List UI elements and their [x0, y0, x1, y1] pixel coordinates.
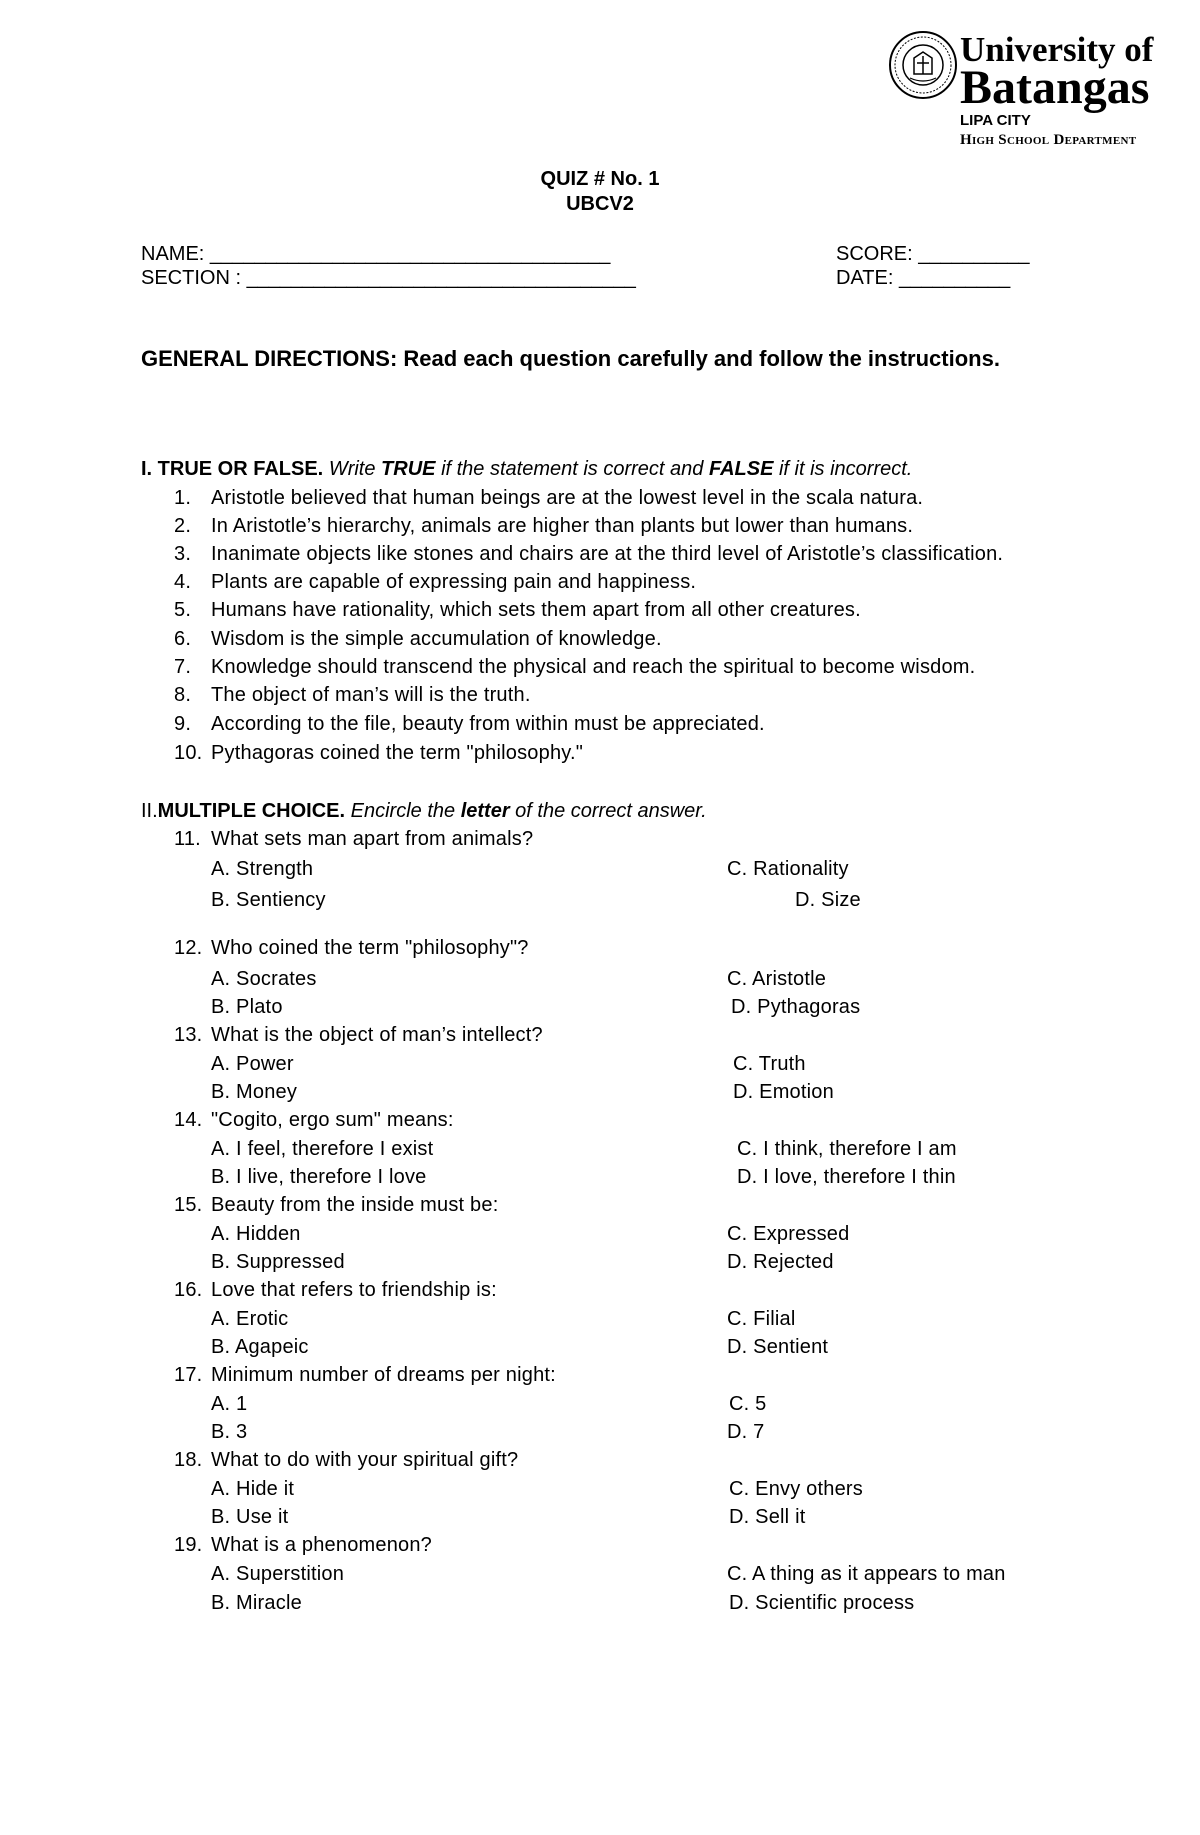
choice-c[interactable]: C. A thing as it appears to man — [727, 1563, 1006, 1585]
tf-item: 3. Inanimate objects like stones and chairs are at the third level of Aristotle’s classification. — [174, 543, 1004, 565]
choice-c[interactable]: C. Filial — [727, 1308, 796, 1330]
question: 15. Beauty from the inside must be: — [174, 1194, 499, 1216]
tf-item: 2. In Aristotle’s hierarchy, animals are higher than plants but lower than humans. — [174, 515, 914, 537]
choice-d[interactable]: D. Sentient — [727, 1336, 829, 1358]
tf-instr-end: if it is incorrect. — [778, 458, 913, 480]
section-field[interactable]: SECTION : ___________________________________ — [141, 267, 636, 289]
choice-d[interactable]: D. Rejected — [727, 1251, 834, 1273]
choice-a[interactable]: A. Socrates — [211, 968, 317, 990]
choice-b[interactable]: B. Agapeic — [211, 1336, 309, 1358]
mc-roman: II. — [141, 800, 158, 822]
tf-item: 6. Wisdom is the simple accumulation of knowledge. — [174, 628, 662, 650]
choice-b[interactable]: B. Suppressed — [211, 1251, 345, 1273]
question: 19. What is a phenomenon? — [174, 1534, 433, 1556]
question: 14. "Cogito, ergo sum" means: — [174, 1109, 454, 1131]
question: 12. Who coined the term "philosophy"? — [174, 937, 529, 959]
choice-a[interactable]: A. 1 — [211, 1393, 248, 1415]
true-false-heading — [141, 457, 912, 481]
choice-d[interactable]: D. Scientific process — [729, 1592, 915, 1614]
true-false-label: I. TRUE OR FALSE. — [141, 458, 324, 480]
question: 17. Minimum number of dreams per night: — [174, 1364, 556, 1386]
date-field[interactable]: DATE: __________ — [836, 267, 1011, 289]
tf-item: 8. The object of man’s will is the truth. — [174, 684, 531, 706]
logo-batangas: Batangas — [960, 61, 1150, 114]
score-field[interactable]: SCORE: __________ — [836, 243, 1030, 265]
choice-b[interactable]: B. Plato — [211, 996, 283, 1018]
tf-item: 1. Aristotle believed that human beings are at the lowest level in the scala natura. — [174, 487, 924, 509]
logo-lipa-city: LIPA CITY — [960, 112, 1031, 129]
question: 18. What to do with your spiritual gift? — [174, 1449, 519, 1471]
multiple-choice-heading — [141, 799, 707, 823]
choice-d[interactable]: D. I love, therefore I thin — [737, 1166, 956, 1188]
choice-d[interactable]: D. Size — [795, 889, 861, 911]
choice-b[interactable]: B. Money — [211, 1081, 298, 1103]
university-seal-icon — [888, 30, 958, 100]
mc-instr-b: of the correct answer. — [515, 800, 707, 822]
name-field[interactable]: NAME: ____________________________________ — [141, 243, 611, 265]
choice-d[interactable]: D. Pythagoras — [731, 996, 861, 1018]
quiz-subtitle: UBCV2 — [566, 193, 634, 215]
logo-university-of: University of — [960, 30, 1154, 69]
tf-item: 7. Knowledge should transcend the physical and reach the spiritual to become wisdom. — [174, 656, 976, 678]
tf-instr-false: FALSE — [708, 458, 774, 480]
tf-instr-true: TRUE — [381, 458, 436, 480]
choice-a[interactable]: A. Power — [211, 1053, 294, 1075]
choice-c[interactable]: C. Truth — [733, 1053, 806, 1075]
choice-c[interactable]: C. Expressed — [727, 1223, 850, 1245]
tf-item: 10. Pythagoras coined the term "philosophy." — [174, 742, 584, 764]
choice-d[interactable]: D. Emotion — [733, 1081, 834, 1103]
choice-c[interactable]: C. Aristotle — [727, 968, 827, 990]
choice-b[interactable]: B. Miracle — [211, 1592, 302, 1614]
choice-b[interactable]: B. 3 — [211, 1421, 248, 1443]
tf-item: 5. Humans have rationality, which sets them apart from all other creatures. — [174, 599, 861, 621]
question: 11. What sets man apart from animals? — [174, 828, 534, 850]
choice-c[interactable]: C. 5 — [729, 1393, 767, 1415]
choice-b[interactable]: B. Use it — [211, 1506, 289, 1528]
university-logo — [888, 30, 1178, 148]
mc-label: MULTIPLE CHOICE. — [157, 800, 346, 822]
choice-a[interactable]: A. Strength — [211, 858, 314, 880]
choice-a[interactable]: A. Hidden — [211, 1223, 301, 1245]
logo-department: High School Department — [960, 132, 1137, 148]
choice-d[interactable]: D. Sell it — [729, 1506, 806, 1528]
tf-item: 9. According to the file, beauty from within must be appreciated. — [174, 713, 765, 735]
choice-b[interactable]: B. I live, therefore I love — [211, 1166, 427, 1188]
choice-b[interactable]: B. Sentiency — [211, 889, 326, 911]
question: 13. What is the object of man’s intellect? — [174, 1024, 543, 1046]
tf-instr-mid: if the statement is correct and — [441, 458, 704, 480]
tf-instr-write: Write — [328, 458, 376, 480]
choice-d[interactable]: D. 7 — [727, 1421, 765, 1443]
general-directions: GENERAL DIRECTIONS: Read each question carefully and follow the instructions. — [141, 346, 1000, 371]
tf-item: 4. Plants are capable of expressing pain and happiness. — [174, 571, 697, 593]
choice-c[interactable]: C. I think, therefore I am — [737, 1138, 957, 1160]
question: 16. Love that refers to friendship is: — [174, 1279, 497, 1301]
choice-a[interactable]: A. Hide it — [211, 1478, 295, 1500]
mc-instr-a: Encircle the — [350, 800, 456, 822]
quiz-title: QUIZ # No. 1 — [540, 168, 660, 190]
mc-instr-letter: letter — [460, 800, 510, 822]
choice-a[interactable]: A. Superstition — [211, 1563, 345, 1585]
choice-c[interactable]: C. Envy others — [729, 1478, 863, 1500]
choice-a[interactable]: A. Erotic — [211, 1308, 289, 1330]
choice-c[interactable]: C. Rationality — [727, 858, 849, 880]
choice-a[interactable]: A. I feel, therefore I exist — [211, 1138, 434, 1160]
